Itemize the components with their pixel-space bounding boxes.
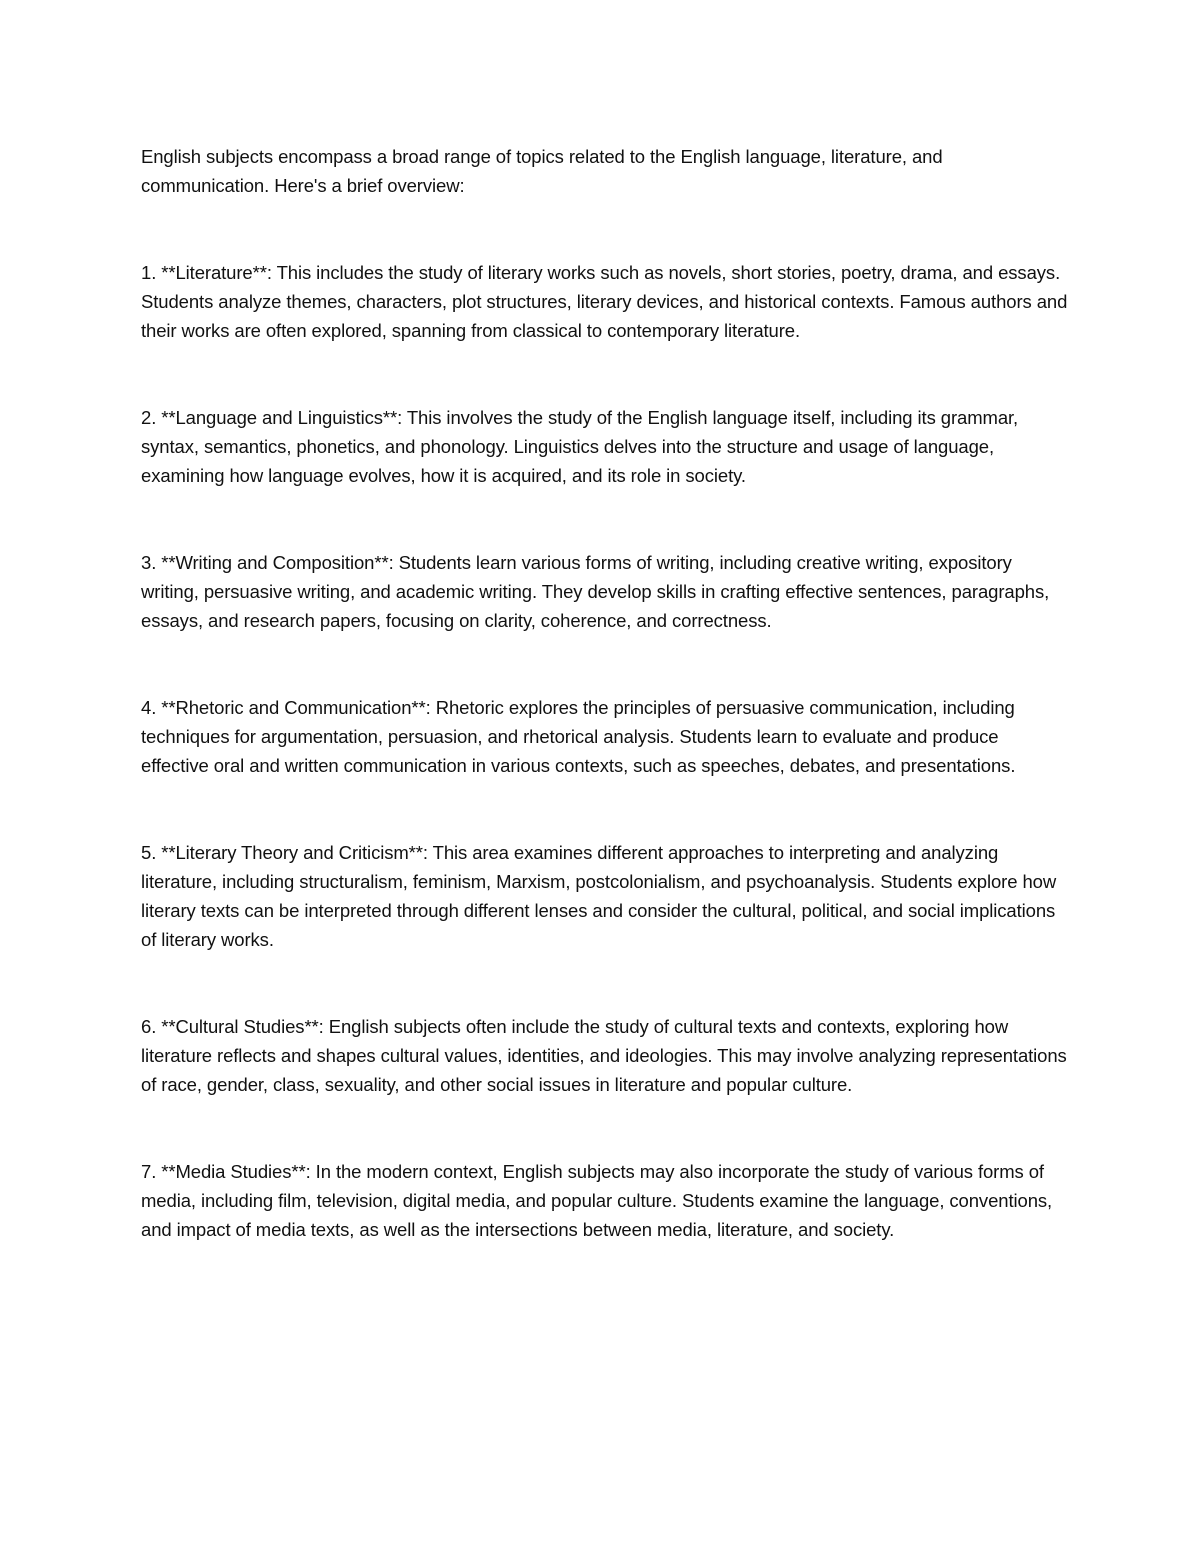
list-item-literary-theory: 5. **Literary Theory and Criticism**: This area examines different approaches to interpreting and analyzing literature, including structuralism, feminism, Marxism, postcolonialism, and psychoanalysis. Students explore how literary texts can be interpreted through different lenses and consider the cultural, political, and social implications of literary works.: [141, 842, 1057, 950]
intro-paragraph: English subjects encompass a broad range of topics related to the English language, literature, and communication. Here's a brief overview:: [141, 146, 943, 196]
list-item-rhetoric-communication: 4. **Rhetoric and Communication**: Rhetoric explores the principles of persuasive communication, including techniques for argumentation, persuasion, and rhetorical analysis. Students learn to evaluate and produce effective oral and written communication in various contexts, such as speeches, debates, and presentations.: [141, 697, 1016, 776]
list-item-media-studies: 7. **Media Studies**: In the modern context, English subjects may also incorporate the study of various forms of media, including film, television, digital media, and popular culture. Students examine the language, conventions, and impact of media texts, as well as the intersections between media, literature, and society.: [141, 1161, 1053, 1240]
document-body: [141, 142, 1071, 1302]
list-item-literature: 1. **Literature**: This includes the study of literary works such as novels, short stories, poetry, drama, and essays. Students analyze themes, characters, plot structures, literary devices, and historical contexts. Famous authors and their works are often explored, spanning from classical to contemporary literature.: [141, 262, 1068, 341]
list-item-cultural-studies: 6. **Cultural Studies**: English subjects often include the study of cultural texts and contexts, exploring how literature reflects and shapes cultural values, identities, and ideologies. This may involve analyzing representations of race, gender, class, sexuality, and other social issues in literature and popular culture.: [141, 1016, 1067, 1095]
list-item-writing-composition: 3. **Writing and Composition**: Students learn various forms of writing, including creative writing, expository writing, persuasive writing, and academic writing. They develop skills in crafting effective sentences, paragraphs, essays, and research papers, focusing on clarity, coherence, and correctness.: [141, 552, 1050, 631]
list-item-language-linguistics: 2. **Language and Linguistics**: This involves the study of the English language itself, including its grammar, syntax, semantics, phonetics, and phonology. Linguistics delves into the structure and usage of language, examining how language evolves, how it is acquired, and its role in society.: [141, 407, 1019, 486]
